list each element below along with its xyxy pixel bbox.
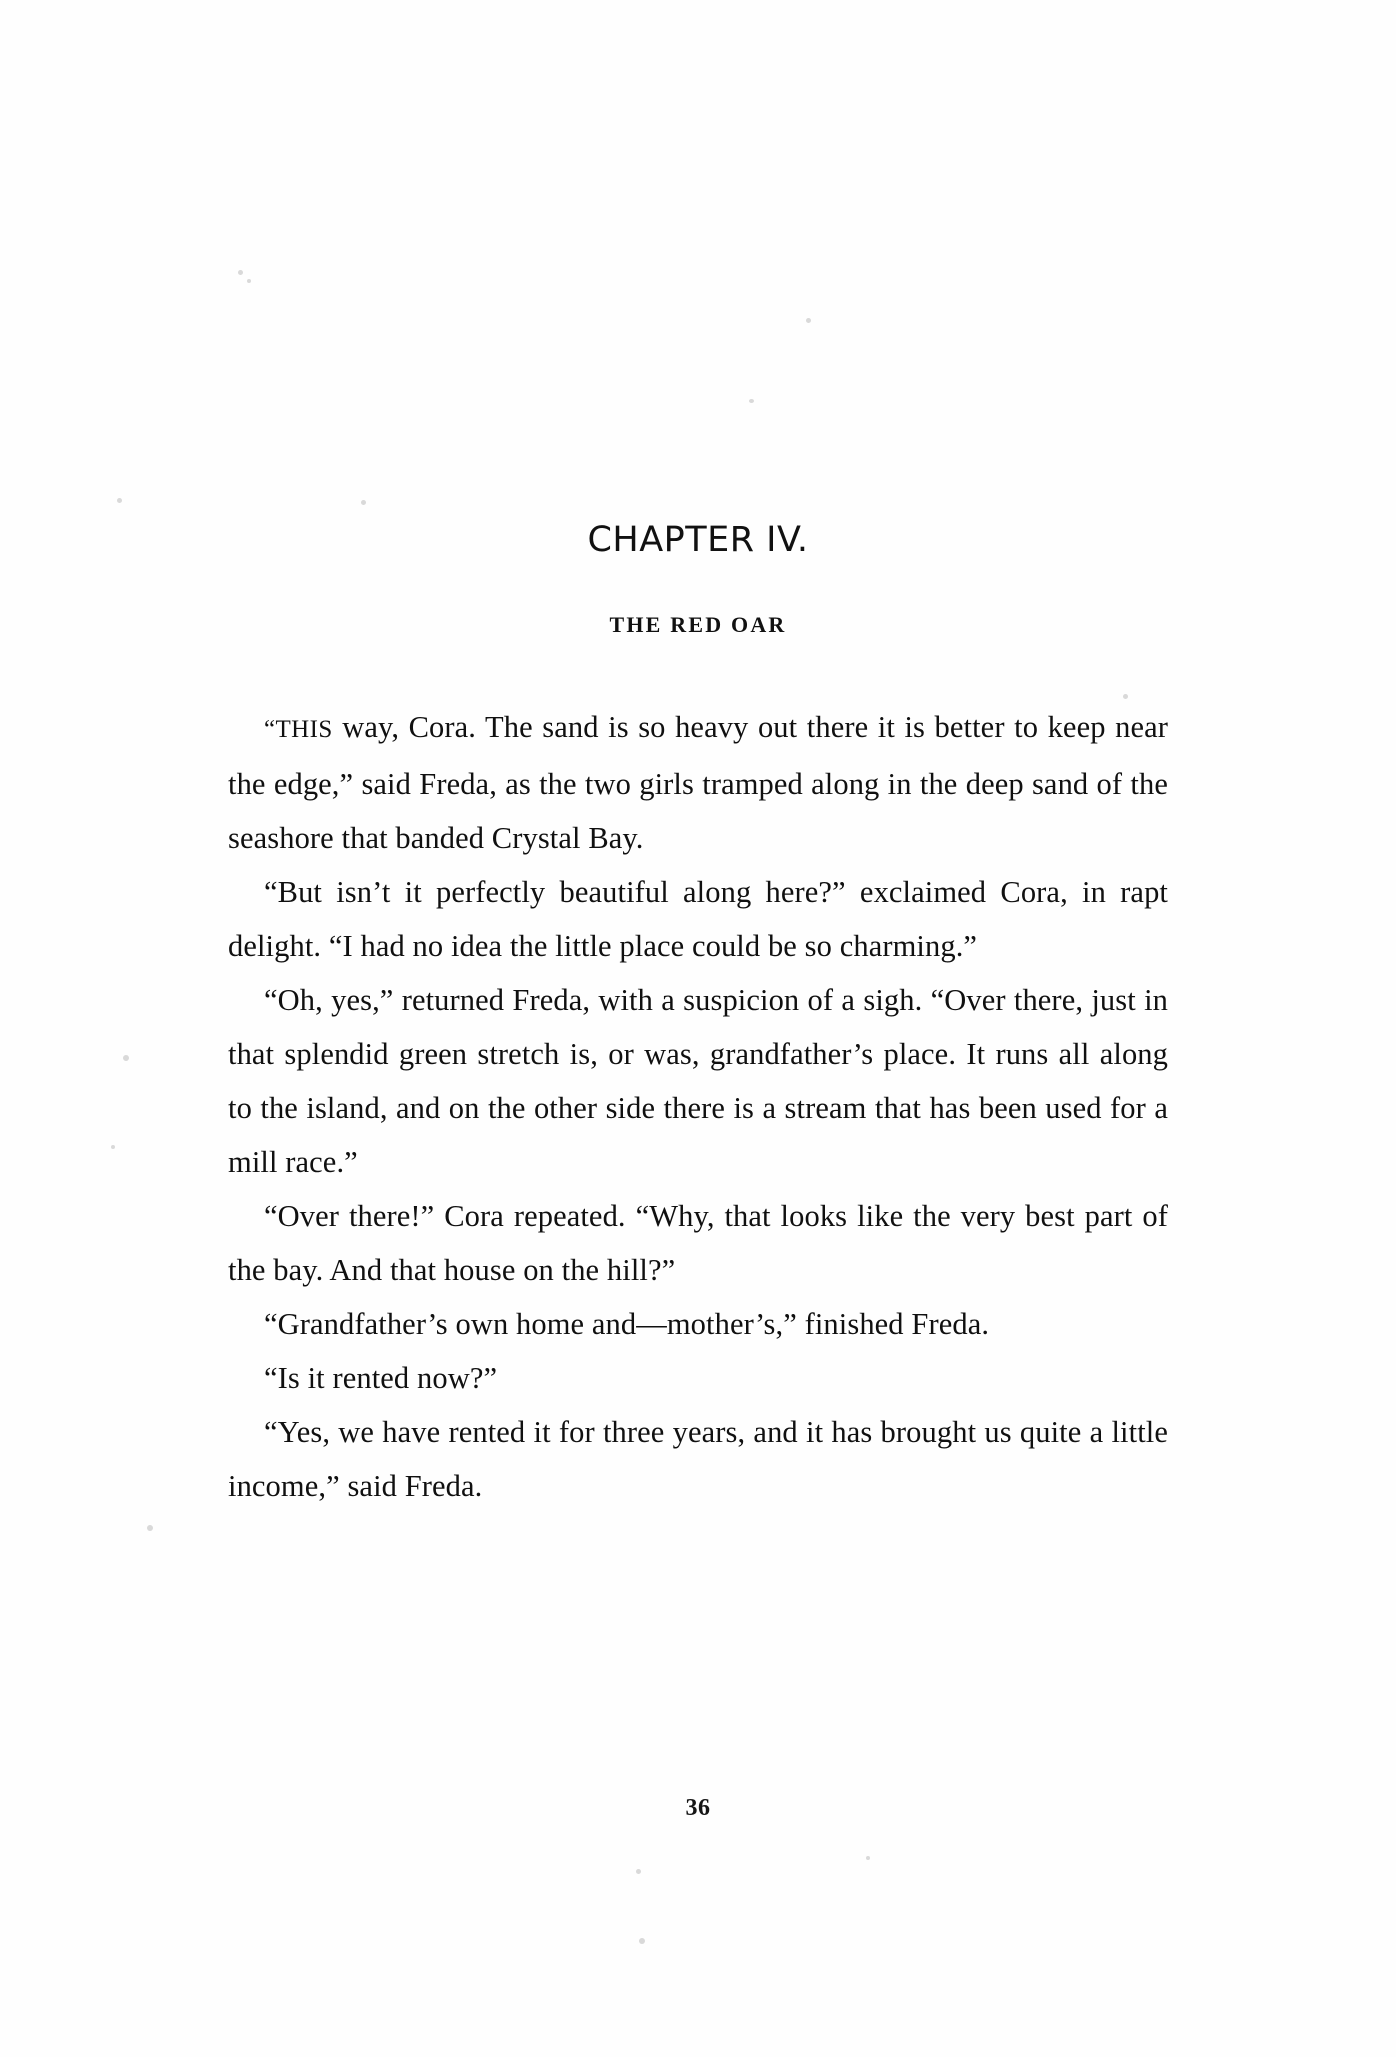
scan-speck [123,1055,129,1061]
paragraph [228,700,1168,865]
scan-speck [749,399,754,403]
scan-speck [806,318,811,323]
paragraph [228,1189,1168,1297]
paragraph-text: way, Cora. The sand is so heavy out there it is better to keep near the edge,” said Freda, as the two girls tramped along in the deep sand of the seashore that banded Crystal Bay. [228,710,1168,855]
scan-speck [361,500,366,505]
scan-speck [111,1145,115,1149]
page-body [228,520,1168,1513]
chapter-title: CHAPTER IV. [587,520,809,560]
page-number: 36 [685,1795,711,1821]
paragraph [228,1405,1168,1513]
paragraph [228,865,1168,973]
scan-speck [238,270,243,275]
paragraph-text: “Over there!” Cora repeated. “Why, that looks like the very best part of the bay. And that house on the hill?” [228,1199,1168,1287]
scan-speck [147,1525,153,1531]
paragraph-lead-word: “THIS [264,716,333,743]
paragraph [228,973,1168,1189]
paragraph-text: “Is it rented now?” [264,1361,498,1395]
paragraph [228,1297,1168,1351]
paragraph-text: “Grandfather’s own home and—mother’s,” finished Freda. [264,1307,990,1341]
scan-speck [247,279,251,283]
paragraph-text: “Oh, yes,” returned Freda, with a suspicion of a sigh. “Over there, just in that splendid green stretch is, or was, grandfather’s place. It runs all along to the island, and on the other side there is a stream that has been used for a mill race.” [228,983,1168,1179]
paragraph [228,1351,1168,1405]
paragraph-text: “But isn’t it perfectly beautiful along here?” exclaimed Cora, in rapt delight. “I had no idea the little place could be so charming.” [228,875,1168,963]
scan-speck [639,1938,645,1944]
scan-speck [117,498,122,503]
paragraph-text: “Yes, we have rented it for three years, and it has brought us quite a little income,” said Freda. [228,1415,1168,1503]
scan-speck [866,1856,870,1860]
chapter-subtitle: THE RED OAR [609,612,787,637]
scan-speck [636,1869,641,1874]
